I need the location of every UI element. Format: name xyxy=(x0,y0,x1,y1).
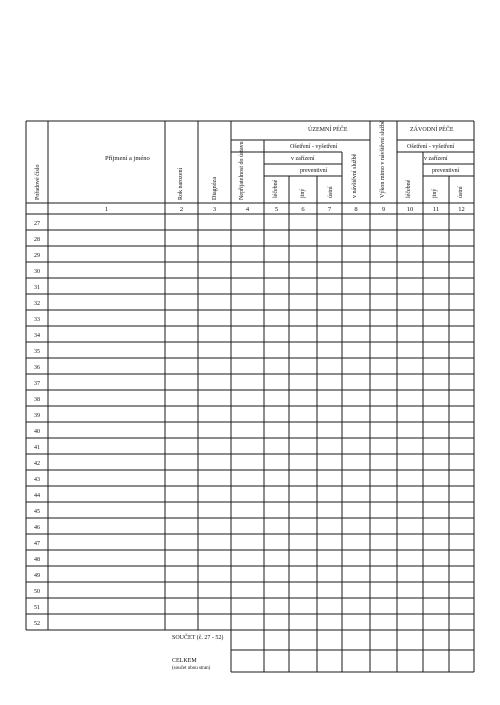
row-number: 47 xyxy=(34,541,40,547)
group-uzemni-pece: ÚZEMNÍ PÉČE xyxy=(308,127,348,133)
zavodni-preventivni: preventivní xyxy=(432,168,460,174)
row-number: 28 xyxy=(34,237,40,243)
row-number: 41 xyxy=(34,445,40,451)
col-neprijatelnost-1 xyxy=(239,141,245,200)
row-number: 42 xyxy=(34,461,40,467)
row-number: 43 xyxy=(34,477,40,483)
zavodni-ustni: ústní xyxy=(458,186,464,198)
uzemni-osetreni: Ošetření - vyšetření xyxy=(290,144,338,150)
row-number: 40 xyxy=(34,429,40,435)
uzemni-jiny: jiný xyxy=(300,188,306,198)
row-number: 51 xyxy=(34,605,40,611)
uzemni-ustni: ústní xyxy=(328,186,334,198)
row-number: 27 xyxy=(34,221,40,227)
col-prijmeni: Příjmení a jméno xyxy=(105,155,150,162)
row-number: 48 xyxy=(34,557,40,563)
celkem-note: (součet obou stran) xyxy=(172,666,211,671)
col-neprijatelnost-text: Nepřijatelnost do ústavu xyxy=(239,141,245,200)
column-numbers-row xyxy=(105,206,465,213)
column-number: 7 xyxy=(327,206,332,213)
uzemni-preventivni: preventivní xyxy=(300,168,328,174)
row-number: 31 xyxy=(34,285,40,291)
row-number: 33 xyxy=(34,317,40,323)
uzemni-v-zarizeni: v zařízení xyxy=(291,156,315,162)
soucet-label: SOUČET (č. 27 - 52) xyxy=(172,635,224,641)
uzemni-navstevni-text: v návštěvní službě xyxy=(352,153,358,198)
row-number: 32 xyxy=(34,301,40,307)
row-number: 52 xyxy=(34,621,40,627)
zavodni-lecebne: léčebné xyxy=(406,179,412,198)
group-zavodni-pece: ZÁVODNÍ PÉČE xyxy=(410,127,454,133)
row-number: 39 xyxy=(34,413,40,419)
row-number: 35 xyxy=(34,349,40,355)
column-number: 3 xyxy=(212,206,217,213)
column-number: 11 xyxy=(432,206,440,213)
vykon-mimo xyxy=(380,120,386,198)
col-poradove-cislo: Pořadové číslo xyxy=(35,164,41,200)
row-number: 49 xyxy=(34,573,40,579)
vykon-mimo-text: Výkon mimo v návštěvní službě xyxy=(380,120,386,198)
zavodni-v-zarizeni: v zařízení xyxy=(424,156,448,162)
col-rok-narozeni: Rok narození xyxy=(178,167,184,200)
uzemni-lecebne: léčebné xyxy=(273,179,279,198)
zavodni-jiny: jiný xyxy=(432,188,438,198)
column-number: 8 xyxy=(354,206,358,213)
column-number: 9 xyxy=(381,206,386,213)
row-number: 29 xyxy=(34,253,40,259)
celkem-label: CELKEM xyxy=(172,658,197,664)
row-number: 45 xyxy=(34,509,40,515)
column-number: 5 xyxy=(274,206,279,213)
uzemni-navstevni-sluzba xyxy=(352,153,358,198)
row-number: 44 xyxy=(34,493,40,499)
column-number: 4 xyxy=(245,206,250,213)
column-number: 10 xyxy=(406,206,414,213)
row-number: 30 xyxy=(34,269,40,275)
column-number: 2 xyxy=(179,206,184,213)
row-number: 50 xyxy=(34,589,40,595)
column-number: 1 xyxy=(104,206,109,213)
row-number: 36 xyxy=(34,365,40,371)
col-diagnoza: Diagnóza xyxy=(212,177,218,200)
column-number: 12 xyxy=(458,206,465,213)
row-number: 38 xyxy=(34,397,40,403)
row-number: 34 xyxy=(34,333,40,339)
table-grid xyxy=(26,121,474,672)
row-number: 37 xyxy=(34,381,40,387)
zavodni-osetreni: Ošetření - vyšetření xyxy=(407,144,455,150)
column-number: 6 xyxy=(301,206,305,213)
row-number: 46 xyxy=(34,525,40,531)
